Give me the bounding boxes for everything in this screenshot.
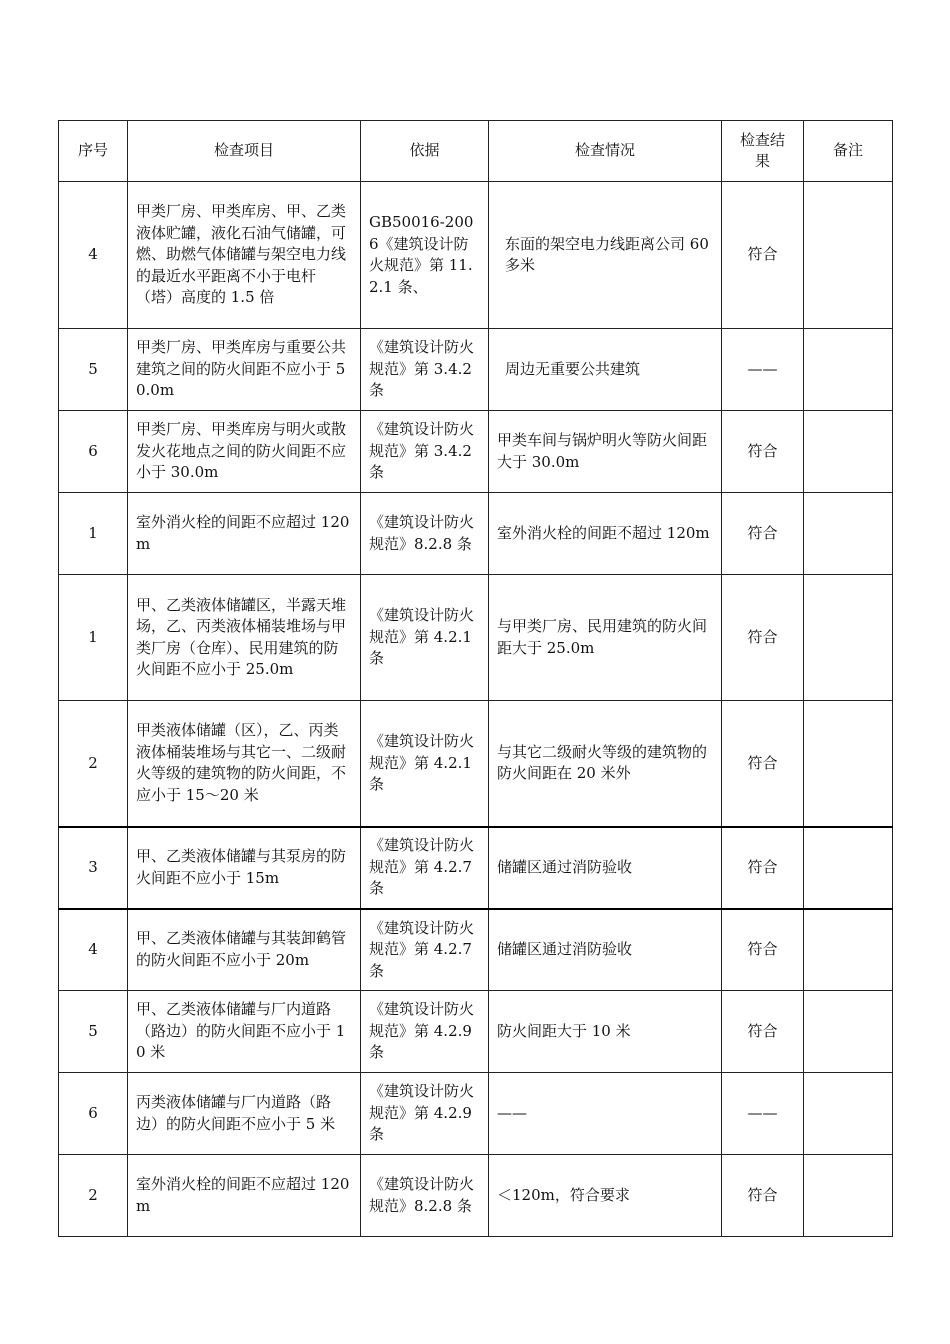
- check-result: 符合: [722, 493, 804, 575]
- check-item: 室外消火栓的间距不应超过 120m: [128, 1155, 361, 1237]
- check-status: 周边无重要公共建筑: [489, 329, 722, 411]
- check-result: 符合: [722, 991, 804, 1073]
- table-row: [59, 827, 893, 909]
- row-number: 6: [59, 1073, 128, 1155]
- header-row: [59, 121, 893, 182]
- remark-cell: [804, 701, 893, 827]
- check-item: 甲、乙类液体储罐与其装卸鹤管的防火间距不应小于 20m: [128, 909, 361, 991]
- check-item: 甲、乙类液体储罐与其泵房的防火间距不应小于 15m: [128, 827, 361, 909]
- check-item: 甲类厂房、甲类库房与重要公共建筑之间的防火间距不应小于 50.0m: [128, 329, 361, 411]
- row-number: 3: [59, 827, 128, 909]
- check-item: 甲类厂房、甲类库房与明火或散发火花地点之间的防火间距不应小于 30.0m: [128, 411, 361, 493]
- row-number: 1: [59, 493, 128, 575]
- check-status: 甲类车间与锅炉明火等防火间距大于 30.0m: [489, 411, 722, 493]
- remark-cell: [804, 411, 893, 493]
- table-row: [59, 1155, 893, 1237]
- check-item: 甲、乙类液体储罐区，半露天堆场，乙、丙类液体桶装堆场与甲类厂房（仓库）、民用建筑的防火间距不应小于 25.0m: [128, 575, 361, 701]
- remark-cell: [804, 991, 893, 1073]
- row-number: 4: [59, 909, 128, 991]
- basis-text: 《建筑设计防火规范》第 4.2.1 条: [361, 575, 489, 701]
- inspection-table: [58, 120, 893, 1237]
- table-row: [59, 329, 893, 411]
- row-number: 2: [59, 1155, 128, 1237]
- basis-text: 《建筑设计防火规范》第 4.2.9 条: [361, 991, 489, 1073]
- table-row: [59, 1073, 893, 1155]
- header-result-text: 检查结果: [739, 130, 785, 170]
- check-status: ——: [489, 1073, 722, 1155]
- check-status: 与甲类厂房、民用建筑的防火间距大于 25.0m: [489, 575, 722, 701]
- check-status: 防火间距大于 10 米: [489, 991, 722, 1073]
- check-item: 甲类厂房、甲类库房、甲、乙类液体贮罐，液化石油气储罐，可燃、助燃气体储罐与架空电力线的最近水平距离不小于电杆（塔）高度的 1.5 倍: [128, 182, 361, 329]
- remark-cell: [804, 1155, 893, 1237]
- basis-text: 《建筑设计防火规范》8.2.8 条: [361, 1155, 489, 1237]
- row-number: 4: [59, 182, 128, 329]
- header-no: 序号: [59, 121, 128, 182]
- check-item: 室外消火栓的间距不应超过 120m: [128, 493, 361, 575]
- table-row: [59, 575, 893, 701]
- check-result: 符合: [722, 827, 804, 909]
- remark-cell: [804, 329, 893, 411]
- header-item: 检查项目: [128, 121, 361, 182]
- check-result: ——: [722, 1073, 804, 1155]
- row-number: 2: [59, 701, 128, 827]
- basis-text: 《建筑设计防火规范》第 4.2.1 条: [361, 701, 489, 827]
- basis-text: 《建筑设计防火规范》第 4.2.7 条: [361, 909, 489, 991]
- check-status: 与其它二级耐火等级的建筑物的防火间距在 20 米外: [489, 701, 722, 827]
- table-row: [59, 701, 893, 827]
- row-number: 1: [59, 575, 128, 701]
- check-result: 符合: [722, 575, 804, 701]
- remark-cell: [804, 827, 893, 909]
- basis-text: GB50016-2006《建筑设计防火规范》第 11.2.1 条、: [361, 182, 489, 329]
- remark-cell: [804, 1073, 893, 1155]
- header-basis: 依据: [361, 121, 489, 182]
- check-result: 符合: [722, 909, 804, 991]
- basis-text: 《建筑设计防火规范》第 4.2.7 条: [361, 827, 489, 909]
- check-result: 符合: [722, 182, 804, 329]
- header-remark: 备注: [804, 121, 893, 182]
- remark-cell: [804, 493, 893, 575]
- basis-text: 《建筑设计防火规范》第 4.2.9 条: [361, 1073, 489, 1155]
- basis-text: 《建筑设计防火规范》8.2.8 条: [361, 493, 489, 575]
- row-number: 5: [59, 329, 128, 411]
- check-status: 储罐区通过消防验收: [489, 909, 722, 991]
- check-status: 东面的架空电力线距离公司 60 多米: [489, 182, 722, 329]
- check-result: 符合: [722, 411, 804, 493]
- row-number: 5: [59, 991, 128, 1073]
- table-row: [59, 909, 893, 991]
- check-status: 室外消火栓的间距不超过 120m: [489, 493, 722, 575]
- table-row: [59, 182, 893, 329]
- check-item: 甲类液体储罐（区），乙、丙类液体桶装堆场与其它一、二级耐火等级的建筑物的防火间距，不应小于 15～20 米: [128, 701, 361, 827]
- header-status: 检查情况: [489, 121, 722, 182]
- check-status: ＜120m，符合要求: [489, 1155, 722, 1237]
- remark-cell: [804, 182, 893, 329]
- basis-text: 《建筑设计防火规范》第 3.4.2 条: [361, 329, 489, 411]
- table-row: [59, 493, 893, 575]
- table-row: [59, 991, 893, 1073]
- remark-cell: [804, 909, 893, 991]
- check-item: 丙类液体储罐与厂内道路（路边）的防火间距不应小于 5 米: [128, 1073, 361, 1155]
- table-row: [59, 411, 893, 493]
- basis-text: 《建筑设计防火规范》第 3.4.2 条: [361, 411, 489, 493]
- check-result: 符合: [722, 1155, 804, 1237]
- check-result: ——: [722, 329, 804, 411]
- row-number: 6: [59, 411, 128, 493]
- header-result: [722, 121, 804, 182]
- check-status: 储罐区通过消防验收: [489, 827, 722, 909]
- check-result: 符合: [722, 701, 804, 827]
- check-item: 甲、乙类液体储罐与厂内道路（路边）的防火间距不应小于 10 米: [128, 991, 361, 1073]
- remark-cell: [804, 575, 893, 701]
